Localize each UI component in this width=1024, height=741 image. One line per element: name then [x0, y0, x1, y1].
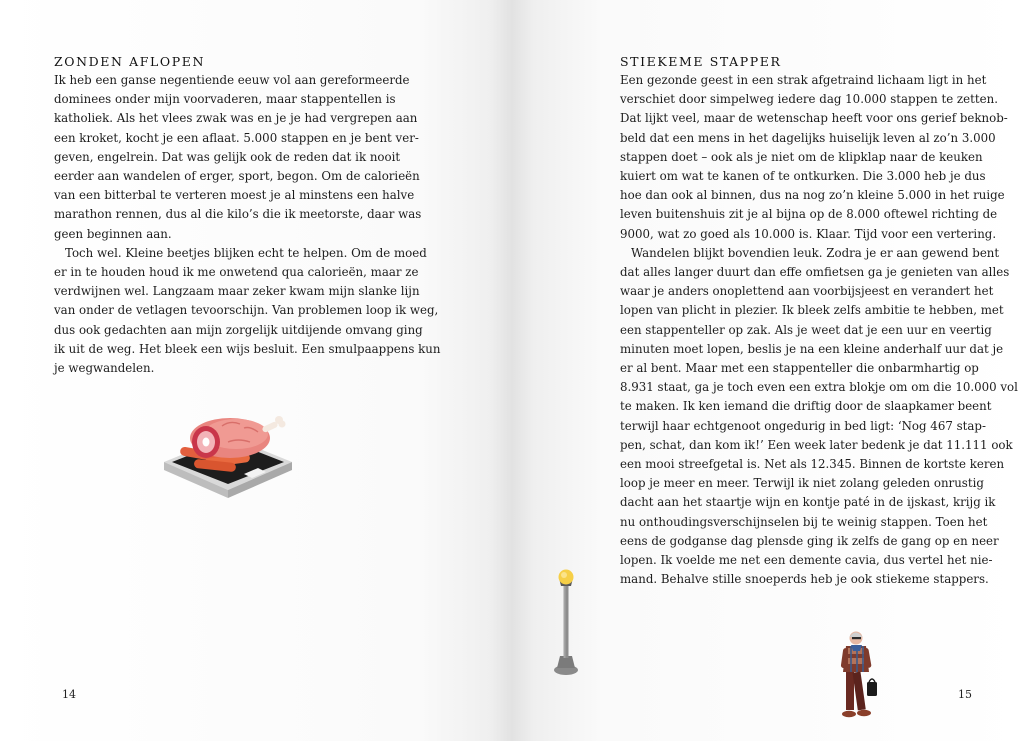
text-line: te maken. Ik ken iemand die driftig door de slaapkamer beent — [620, 399, 992, 414]
left-page-body — [54, 71, 441, 378]
text-line: dus ook gedachten aan mijn zorgelijk uitdijende omvang ging — [54, 322, 423, 337]
text-line: 9000, wat zo goed als 10.000 is. Klaar. Tijd voor een vertering. — [620, 226, 997, 241]
text-line: verdwijnen wel. Langzaam maar zeker kwam mijn slanke lijn — [54, 284, 420, 299]
right-page-number: 15 — [958, 688, 972, 701]
text-line: Wandelen blijkt bovendien leuk. Zodra je er aan gewend bent — [631, 245, 1000, 260]
text-line: stappen doet – ook als je niet om de klipklap naar de keuken — [620, 149, 983, 164]
text-line: nu onthoudingsverschijnselen bij te weinig stappen. Toen het — [620, 514, 988, 529]
text-line: eens de godganse dag plensde ging ik zelfs de gang op en neer — [620, 533, 999, 548]
text-line: 8.931 staat, ga je toch even een extra blokje om om die 10.000 vol — [620, 380, 1018, 395]
text-line: minuten moet lopen, beslis je na een kleine anderhalf uur dat je — [620, 341, 1004, 356]
text-line: verschiet door simpelweg iedere dag 10.000 stappen te zetten. — [620, 92, 998, 107]
text-line: Ik heb een ganse negentiende eeuw vol aan gereformeerde — [54, 73, 410, 87]
text-line: kuiert om wat te kanen of te ontkurken. Die 3.000 heb je dus — [620, 169, 986, 184]
text-line: eerder aan wandelen of erger, sport, begon. Om de calorieën — [54, 169, 420, 184]
text-line: lopen van plicht in plezier. Ik bleek zelfs ambitie te hebben, met — [620, 303, 1004, 318]
right-page-body — [620, 71, 1018, 589]
left-page-text — [54, 52, 441, 378]
street-lamp-icon — [552, 568, 580, 678]
text-line: dat alles langer duurt dan effe omfietsen ga je genieten van alles — [620, 265, 1010, 280]
text-line: waar je anders onoplettend aan voorbijsjeest en verandert het — [620, 284, 994, 299]
text-line: beld dat een mens in het dagelijks huiselijk leven al zo’n 3.000 — [620, 130, 996, 145]
text-line: loop je meer en meer. Terwijl ik niet zolang geleden onrustig — [620, 476, 984, 491]
text-line: dacht aan het staartje wijn en kontje paté in de ijskast, krijg ik — [620, 495, 996, 510]
text-line: pen, schat, dan kom ik!’ Een week later bedenk je dat 11.111 ook — [620, 437, 1013, 452]
text-line: Dat lijkt veel, maar de wetenschap heeft voor ons gerief beknob- — [620, 111, 1008, 126]
walking-man-icon — [836, 630, 882, 722]
text-line: je wegwandelen. — [54, 361, 155, 376]
text-line: Toch wel. Kleine beetjes blijken echt te helpen. Om de moed — [65, 245, 427, 260]
text-line: ik uit de weg. Het bleek een wijs besluit. Een smulpaappens kun — [54, 341, 441, 356]
text-line: een kroket, kocht je een aflaat. 5.000 stappen en je bent ver- — [54, 130, 419, 145]
text-line: katholiek. Als het vlees zwak was en je je had vergrepen aan — [54, 111, 418, 126]
left-page-heading: ZONDEN AFLOPEN — [54, 54, 206, 69]
text-line: leven buitenshuis zit je al bijna op de 8.000 oftewel richting de — [620, 207, 998, 222]
text-line: hoe dan ook al binnen, dus na nog zo’n kleine 5.000 in het ruige — [620, 188, 1005, 203]
text-line: mand. Behalve stille snoeperds heb je ook stiekeme stappers. — [620, 572, 989, 587]
text-line: een mooi streefgetal is. Net als 12.345. Binnen de kortste keren — [620, 457, 1005, 472]
text-line: geen beginnen aan. — [54, 226, 172, 241]
text-line: marathon rennen, dus al die kilo’s die ik meetorste, daar was — [54, 207, 422, 222]
text-line: er al bent. Maar met een stappenteller die onbarmhartig op — [620, 361, 979, 376]
text-line: van een bitterbal te verteren moest je al minstens een halve — [54, 188, 415, 203]
left-page-number: 14 — [62, 688, 76, 701]
text-line: een stappenteller op zak. Als je weet dat je een uur en veertig — [620, 322, 992, 337]
text-line: er in te houden houd ik me onwetend qua calorieën, maar ze — [54, 265, 419, 280]
right-page-text — [620, 52, 1018, 589]
text-line: lopen. Ik voelde me net een demente cavia, dus vertel het nie- — [620, 553, 993, 568]
ham-on-scale-icon — [158, 408, 298, 502]
text-line: terwijl haar echtgenoot ongedurig in bed ligt: ‘Nog 467 stap- — [620, 418, 986, 433]
text-line: geven, engelrein. Dat was gelijk ook de reden dat ik nooit — [54, 149, 401, 164]
text-line: Een gezonde geest in een strak afgetraind lichaam ligt in het — [620, 73, 987, 87]
right-page-heading: STIEKEME STAPPER — [620, 54, 782, 69]
text-line: van onder de vetlagen tevoorschijn. Van problemen loop ik weg, — [54, 303, 439, 318]
text-line: dominees onder mijn voorvaderen, maar stappentellen is — [54, 92, 396, 107]
